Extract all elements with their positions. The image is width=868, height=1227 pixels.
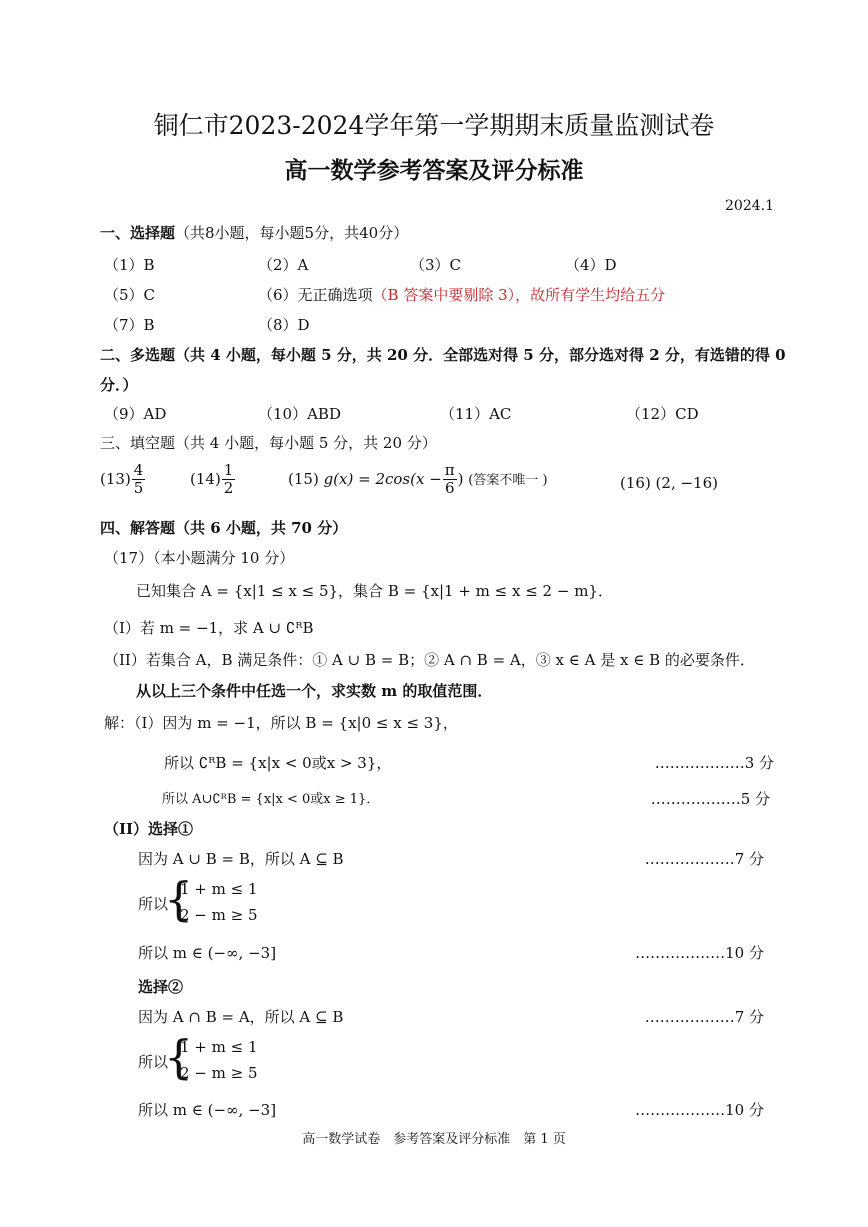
solution-line-2: 所以 ∁ᴿB = {x|x < 0或x > 3}， (164, 754, 392, 772)
answer-2: （2）A (258, 256, 309, 274)
choice2-system (180, 1034, 258, 1086)
score-10-choice2: ………………10 分 (635, 1101, 764, 1119)
score-7-choice2: ………………7 分 (644, 1008, 764, 1026)
score-7-choice1: ………………7 分 (644, 850, 764, 868)
score-10-choice1: ………………10 分 (635, 944, 764, 962)
section-solve-heading: 四、解答题（共 6 小题，共 70 分） (100, 519, 348, 537)
answer-6 (258, 284, 665, 305)
section-multi-heading-cont: 分．） (100, 376, 138, 394)
question-17-part2: （II）若集合 A，B 满足条件：① A ∪ B = B；② A ∩ B = A，③ x ∈ A 是 x ∈ B 的必要条件． (104, 651, 755, 669)
score-3: ………………3 分 (654, 754, 774, 772)
question-17-instruction: 从以上三个条件中任选一个，求实数 m 的取值范围． (136, 682, 493, 700)
answer-16: (16) (2, −16) (620, 474, 718, 492)
answer-4: （4）D (565, 256, 617, 274)
choice2-heading: 选择② (138, 978, 184, 996)
choice2-brace: { (164, 1030, 194, 1084)
solution-line-3: 所以 A∪∁ᴿB = {x|x < 0或x ≥ 1}． (162, 792, 380, 807)
answer-7: （7）B (104, 316, 155, 334)
choice1-line1: 因为 A ∪ B = B，所以 A ⊆ B (138, 850, 344, 868)
document-title: 铜仁市2023-2024学年第一学期期末质量监测试卷 (153, 111, 715, 140)
answer-3: （3）C (410, 256, 462, 274)
answer-15: (15) g(x) = 2cos(x − $\frac{\pi}{6}$ ) (答案不唯一 ) (288, 461, 548, 498)
section-note: （共8小题，每小题5分，共40分） (175, 224, 409, 242)
choice1-system (180, 876, 258, 928)
answer-10: （10）ABD (258, 405, 341, 423)
score-5: ………………5 分 (650, 790, 770, 808)
choice1-ineq2: 2 − m ≥ 5 (180, 906, 258, 924)
choice1-brace: { (164, 872, 194, 926)
answer-11: （11）AC (440, 405, 512, 423)
document-subtitle: 高一数学参考答案及评分标准 (284, 157, 584, 184)
question-17-part1: （I）若 m = −1，求 A ∪ ∁ᴿB (104, 619, 314, 637)
answer-5: （5）C (104, 286, 156, 304)
section-fill-heading: 三、填空题（共 4 小题，每小题 5 分，共 20 分） (100, 434, 437, 452)
question-17-given: 已知集合 A = {x|1 ≤ x ≤ 5}，集合 B = {x|1 + m ≤ x ≤ 2 − m}． (136, 582, 613, 600)
answer-12: （12）CD (626, 405, 699, 423)
page-footer: 高一数学试卷 参考答案及评分标准 第 1 页 (302, 1132, 566, 1147)
section-multi-heading: 二、多选题（共 4 小题，每小题 5 分，共 20 分．全部选对得 5 分，部分选对得 2 分，有选错的得 0 (100, 346, 786, 364)
choice2-system-label: 所以 (138, 1053, 169, 1071)
answer-6-text: （6）无正确选项 (258, 286, 373, 304)
question-17-heading: （17）（本小题满分 10 分） (104, 549, 295, 567)
solution-part2-heading: （II）选择① (104, 820, 194, 838)
answer-8: （8）D (258, 316, 310, 334)
choice2-result: 所以 m ∈ (−∞, −3] (138, 1101, 277, 1119)
answer-14: (14) $\frac{1}{2}$ (190, 461, 234, 498)
date: 2024.1 (725, 198, 774, 214)
choice2-ineq2: 2 − m ≥ 5 (180, 1064, 258, 1082)
choice2-ineq1: 1 + m ≤ 1 (180, 1038, 258, 1056)
answer-1: （1）B (104, 256, 155, 274)
solution-line-1: 解：（I）因为 m = −1，所以 B = {x|0 ≤ x ≤ 3}， (104, 714, 458, 732)
section-title: 一、选择题 (100, 224, 176, 242)
answer-9: （9）AD (104, 405, 167, 423)
section-choice-heading (100, 222, 408, 243)
answer-6-note: （B 答案中要剔除 3），故所有学生均给五分 (372, 286, 666, 304)
choice2-line1: 因为 A ∩ B = A，所以 A ⊆ B (138, 1008, 344, 1026)
choice1-ineq1: 1 + m ≤ 1 (180, 880, 258, 898)
answer-13: (13) $\frac{4}{5}$ (100, 461, 144, 498)
choice1-system-label: 所以 (138, 895, 169, 913)
choice1-result: 所以 m ∈ (−∞, −3] (138, 944, 277, 962)
